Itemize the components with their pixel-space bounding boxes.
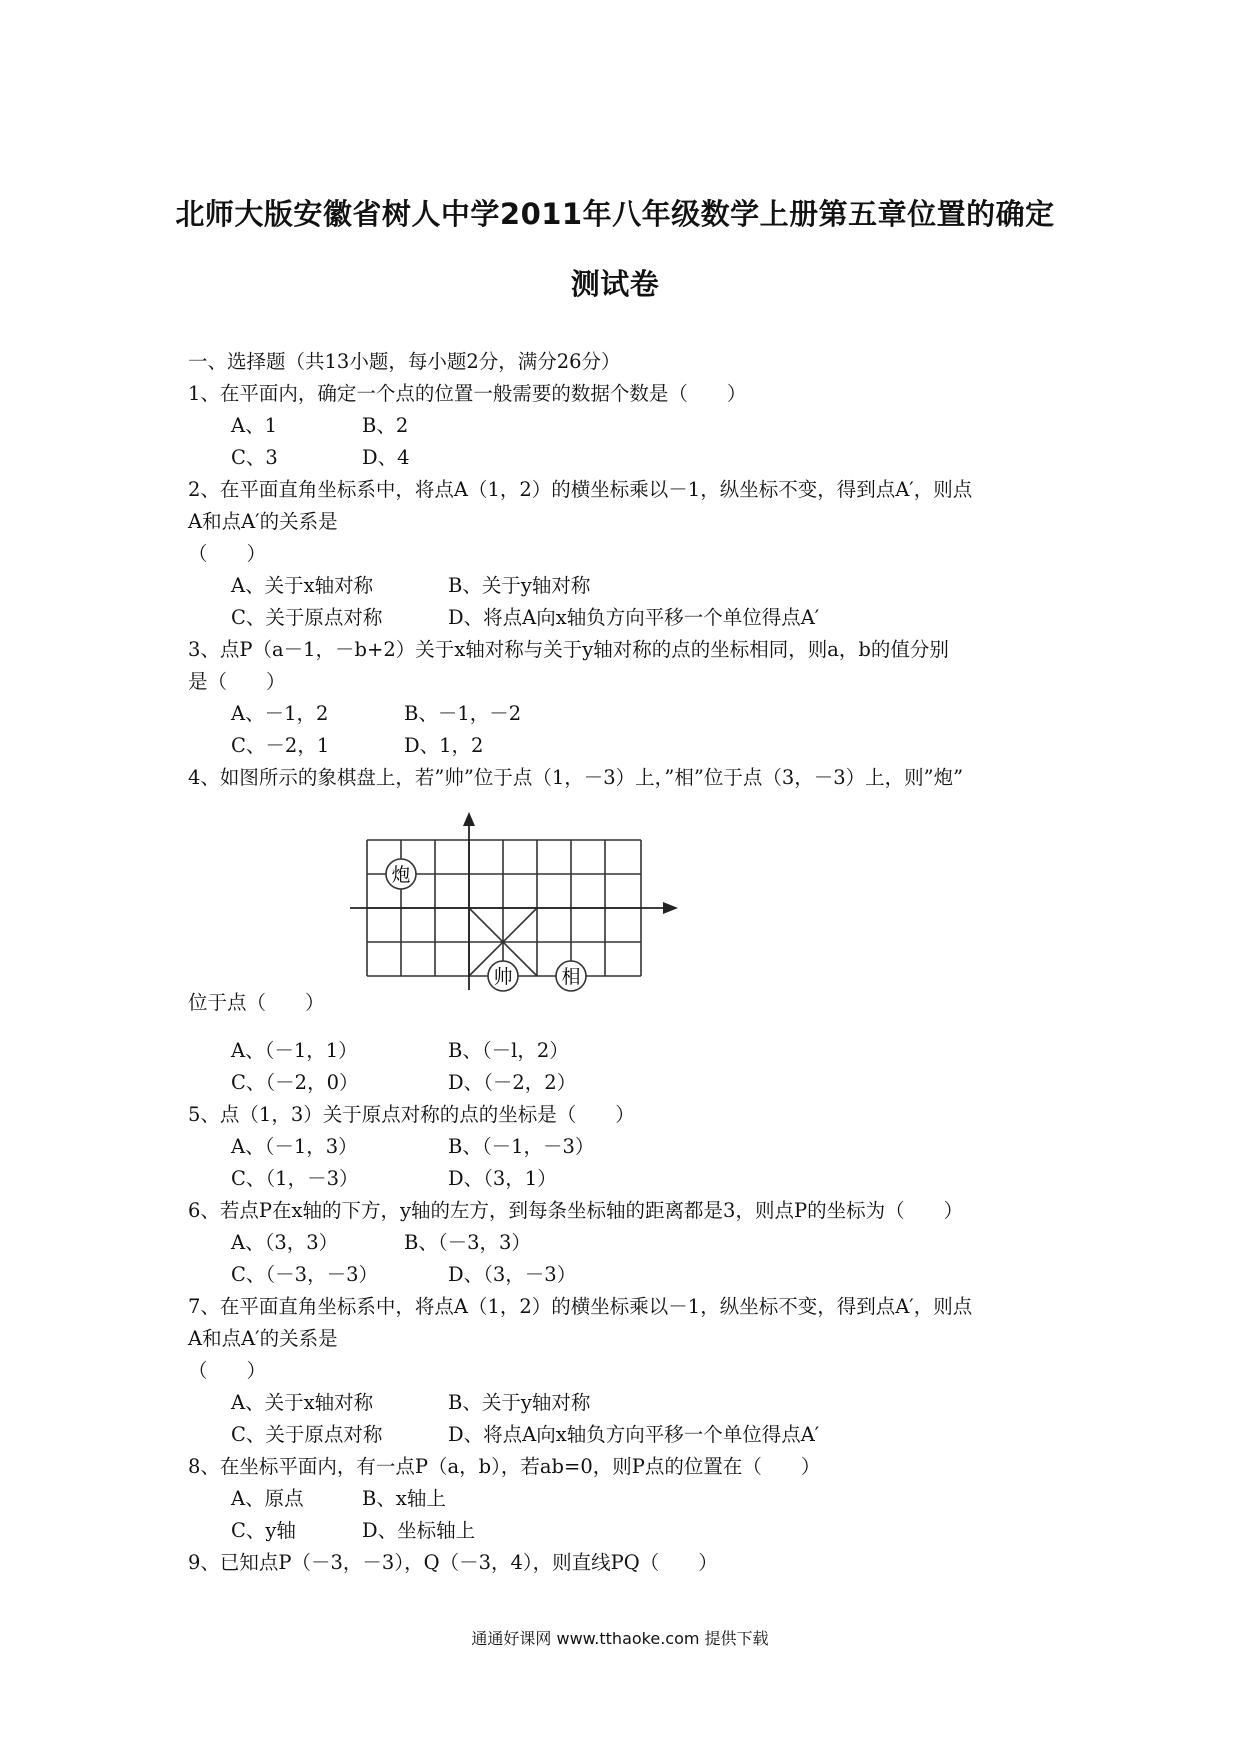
question-4-stem-line-2: 位于点（ ） [188, 991, 325, 1014]
question-1-option-d: D、4 [362, 446, 410, 469]
question-1-option-a: A、1 [231, 414, 277, 437]
question-3-option-a: A、－1，2 [231, 702, 329, 725]
question-5-option-a: A、（－1，3） [231, 1135, 358, 1158]
question-7-answer-bracket: （ ） [188, 1359, 267, 1382]
question-8-option-a: A、原点 [231, 1487, 304, 1510]
y-axis-arrow [463, 812, 475, 826]
question-4-option-a: A、（－1，1） [231, 1039, 358, 1062]
question-9-stem: 9、已知点P（－3，－3），Q（－3，4），则直线PQ（ ） [188, 1551, 718, 1574]
question-4-stem-line-1: 4、如图所示的象棋盘上，若”帅”位于点（1，－3）上，”相”位于点（3，－3）上，则”炮” [188, 766, 964, 789]
question-8-option-b: B、x轴上 [362, 1487, 446, 1510]
question-2-option-a: A、关于x轴对称 [231, 574, 374, 597]
question-5-option-b: B、（－1，－3） [448, 1135, 595, 1158]
question-4-option-d: D、（－2，2） [448, 1071, 577, 1094]
x-axis-arrow [663, 902, 678, 914]
question-7-option-a: A、关于x轴对称 [231, 1391, 374, 1414]
question-5-option-d: D、（3，1） [448, 1167, 557, 1190]
question-6-option-d: D、（3，－3） [448, 1263, 577, 1286]
question-2-stem-line-1: 2、在平面直角坐标系中，将点A（1，2）的横坐标乘以－1，纵坐标不变，得到点A′，则点 [188, 478, 973, 501]
question-8-stem: 8、在坐标平面内，有一点P（a，b），若ab=0，则P点的位置在（ ） [188, 1455, 821, 1478]
question-2-answer-bracket: （ ） [188, 542, 267, 565]
svg-text:帅: 帅 [493, 966, 513, 988]
question-1-option-b: B、2 [362, 414, 409, 437]
chess-board-figure [350, 812, 680, 1002]
question-6-option-b: B、（－3，3） [404, 1231, 531, 1254]
question-1-stem: 1、在平面内，确定一个点的位置一般需要的数据个数是（ ） [188, 382, 747, 405]
question-5-option-c: C、（1，－3） [231, 1167, 359, 1190]
svg-text:炮: 炮 [391, 864, 411, 886]
question-2-option-c: C、关于原点对称 [231, 606, 383, 629]
svg-text:相: 相 [561, 966, 581, 988]
question-2-option-b: B、关于y轴对称 [448, 574, 591, 597]
question-8-option-d: D、坐标轴上 [362, 1519, 476, 1542]
piece-shuai [488, 961, 518, 991]
question-3-option-b: B、－1，－2 [404, 702, 522, 725]
question-3-option-d: D、1，2 [404, 734, 484, 757]
question-7-stem-line-1: 7、在平面直角坐标系中，将点A（1，2）的横坐标乘以－1，纵坐标不变，得到点A′，则点 [188, 1295, 973, 1318]
piece-xiang [556, 961, 586, 991]
question-3-stem-line-2: 是（ ） [188, 670, 286, 693]
question-7-option-d: D、将点A向x轴负方向平移一个单位得点A′ [448, 1423, 820, 1446]
question-2-option-d: D、将点A向x轴负方向平移一个单位得点A′ [448, 606, 820, 629]
question-5-stem: 5、点（1，3）关于原点对称的点的坐标是（ ） [188, 1103, 635, 1126]
question-7-option-b: B、关于y轴对称 [448, 1391, 591, 1414]
question-6-stem: 6、若点P在x轴的下方，y轴的左方，到每条坐标轴的距离都是3，则点P的坐标为（ ） [188, 1199, 964, 1222]
question-3-stem-line-1: 3、点P（a－1，－b+2）关于x轴对称与关于y轴对称的点的坐标相同，则a，b的值分别 [188, 638, 949, 661]
question-4-option-b: B、（－l，2） [448, 1039, 569, 1062]
question-6-option-c: C、（－3，－3） [231, 1263, 378, 1286]
question-6-option-a: A、（3，3） [231, 1231, 339, 1254]
question-3-option-c: C、－2，1 [231, 734, 330, 757]
piece-pao [386, 859, 416, 889]
question-7-option-c: C、关于原点对称 [231, 1423, 383, 1446]
question-8-option-c: C、y轴 [231, 1519, 296, 1542]
question-2-stem-line-2: A和点A′的关系是 [188, 510, 338, 533]
exam-title-line-1: 北师大版安徽省树人中学2011年八年级数学上册第五章位置的确定 [175, 197, 1055, 231]
question-4-option-c: C、（－2，0） [231, 1071, 359, 1094]
page-footer: 通通好课网 www.tthaoke.com 提供下载 [471, 1629, 769, 1648]
section-heading: 一、选择题（共13小题，每小题2分，满分26分） [188, 350, 621, 373]
question-7-stem-line-2: A和点A′的关系是 [188, 1327, 338, 1350]
question-1-option-c: C、3 [231, 446, 278, 469]
exam-title-line-2: 测试卷 [570, 267, 660, 301]
